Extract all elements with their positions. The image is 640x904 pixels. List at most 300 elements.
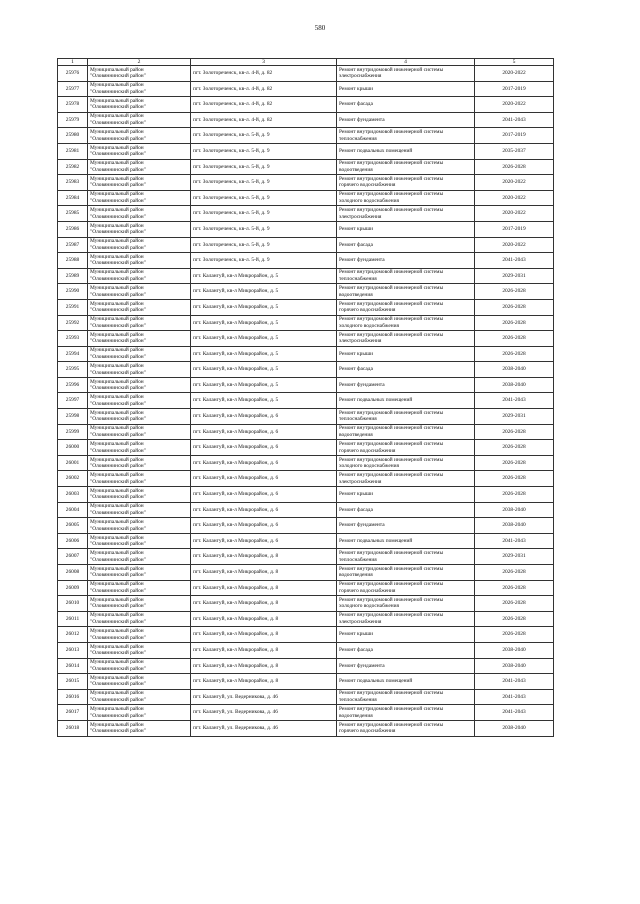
period-cell: 2020-2022: [475, 237, 554, 253]
district-cell: [88, 627, 191, 643]
work-type-line: водоотведения: [339, 712, 373, 719]
address-cell: пгт. Калангуй, кв-л Микрорайон, д. 8: [191, 565, 337, 581]
header-col-1: 1: [58, 59, 88, 66]
work-type-line: Ремонт внутридомовой инженерной системы: [339, 269, 444, 276]
district-cell: [88, 237, 191, 253]
work-type-line: Ремонт крыши: [339, 350, 373, 357]
district-line: Муниципальный район: [90, 612, 144, 619]
work-type-line: Ремонт фундамента: [339, 116, 385, 123]
district-cell: [88, 409, 191, 425]
table-row: [58, 112, 554, 128]
page-number: 580: [314, 24, 326, 32]
period-cell: 2041-2043: [475, 533, 554, 549]
work-type-cell: [337, 284, 475, 300]
district-line: "Оловяннинский район": [90, 587, 146, 594]
address-cell: пгт. Калангуй, кв-л Микрорайон, д. 6: [191, 518, 337, 534]
row-number: 25997: [58, 393, 88, 409]
work-type-line: горячего водоснабжения: [339, 587, 396, 594]
table-row: [58, 658, 554, 674]
address-cell: пгт. Калангуй, кв-л Микрорайон, д. 6: [191, 455, 337, 471]
row-number: 25983: [58, 175, 88, 191]
address-cell: пгт. Калангуй, кв-л Микрорайон, д. 6: [191, 487, 337, 503]
table-row: [58, 720, 554, 736]
work-type-line: горячего водоснабжения: [339, 728, 396, 735]
address-cell: пгт. Калангуй, кв-л Микрорайон, д. 6: [191, 424, 337, 440]
period-cell: 2020-2022: [475, 190, 554, 206]
work-type-cell: [337, 143, 475, 159]
work-type-cell: [337, 565, 475, 581]
row-number: 26011: [58, 611, 88, 627]
row-number: 25995: [58, 362, 88, 378]
work-type-line: электроснабжения: [339, 73, 382, 80]
district-line: Муниципальный район: [90, 300, 144, 307]
district-line: "Оловяннинский район": [90, 556, 146, 563]
row-number: 26013: [58, 642, 88, 658]
row-number: 26014: [58, 658, 88, 674]
work-type-line: Ремонт фасада: [339, 241, 373, 248]
work-type-line: Ремонт внутридомовой инженерной системы: [339, 456, 444, 463]
work-type-cell: [337, 720, 475, 736]
district-line: "Оловяннинский район": [90, 478, 146, 485]
period-cell: 2026-2028: [475, 331, 554, 347]
period-cell: 2017-2019: [475, 81, 554, 97]
work-type-line: горячего водоснабжения: [339, 447, 396, 454]
period-cell: 2029-2031: [475, 268, 554, 284]
period-cell: 2038-2040: [475, 518, 554, 534]
work-type-cell: [337, 97, 475, 113]
table-body: [58, 66, 554, 737]
district-cell: [88, 175, 191, 191]
work-type-cell: [337, 299, 475, 315]
row-number: 26006: [58, 533, 88, 549]
work-type-line: Ремонт фасада: [339, 101, 373, 108]
table-row: [58, 159, 554, 175]
row-number: 26008: [58, 565, 88, 581]
district-cell: [88, 159, 191, 175]
row-number: 26009: [58, 580, 88, 596]
work-type-line: Ремонт фундамента: [339, 381, 385, 388]
work-type-cell: [337, 237, 475, 253]
work-type-line: электроснабжения: [339, 478, 382, 485]
district-line: Муниципальный район: [90, 550, 144, 557]
address-cell: пгт. Калангуй, кв-л Микрорайон, д. 8: [191, 611, 337, 627]
work-type-cell: [337, 377, 475, 393]
work-type-line: Ремонт крыши: [339, 491, 373, 498]
row-number: 25982: [58, 159, 88, 175]
period-cell: 2038-2040: [475, 502, 554, 518]
period-cell: 2041-2043: [475, 253, 554, 269]
work-type-cell: [337, 642, 475, 658]
table-row: [58, 502, 554, 518]
district-line: "Оловяннинский район": [90, 104, 146, 111]
district-line: Муниципальный район: [90, 378, 144, 385]
address-cell: пгт. Калангуй, кв-л Микрорайон, д. 8: [191, 596, 337, 612]
district-line: "Оловяннинский район": [90, 151, 146, 158]
header-col-2: 2: [88, 59, 191, 66]
row-number: 25977: [58, 81, 88, 97]
address-cell: пгт. Золотореченск, кв-л. 5-й, д. 9: [191, 128, 337, 144]
work-type-cell: [337, 253, 475, 269]
work-type-line: Ремонт фасада: [339, 506, 373, 513]
work-type-line: Ремонт внутридомовой инженерной системы: [339, 175, 444, 182]
district-line: Муниципальный район: [90, 440, 144, 447]
district-line: "Оловяннинский район": [90, 619, 146, 626]
district-line: Муниципальный район: [90, 534, 144, 541]
district-line: Муниципальный район: [90, 518, 144, 525]
district-line: "Оловяннинский район": [90, 260, 146, 267]
period-cell: 2020-2022: [475, 175, 554, 191]
work-type-line: Ремонт внутридомовой инженерной системы: [339, 472, 444, 479]
district-line: "Оловяннинский район": [90, 244, 146, 251]
period-cell: 2026-2028: [475, 627, 554, 643]
address-cell: пгт. Золотореченск, кв-л. 5-й, д. 9: [191, 221, 337, 237]
table-row: [58, 299, 554, 315]
period-cell: 2026-2028: [475, 299, 554, 315]
district-line: "Оловяннинский район": [90, 525, 146, 532]
district-line: "Оловяннинский район": [90, 135, 146, 142]
district-cell: [88, 315, 191, 331]
work-type-line: Ремонт внутридомовой инженерной системы: [339, 207, 444, 214]
district-line: Муниципальный район: [90, 503, 144, 510]
row-number: 26007: [58, 549, 88, 565]
work-type-line: Ремонт фасада: [339, 646, 373, 653]
district-cell: [88, 502, 191, 518]
table-row: [58, 689, 554, 705]
work-type-line: Ремонт внутридомовой инженерной системы: [339, 596, 444, 603]
district-cell: [88, 346, 191, 362]
district-line: "Оловяннинский район": [90, 712, 146, 719]
work-type-cell: [337, 518, 475, 534]
period-cell: 2026-2028: [475, 315, 554, 331]
work-type-line: Ремонт фундамента: [339, 662, 385, 669]
district-line: Муниципальный район: [90, 331, 144, 338]
district-line: Муниципальный район: [90, 487, 144, 494]
district-line: "Оловяннинский район": [90, 665, 146, 672]
work-type-cell: [337, 705, 475, 721]
row-number: 25994: [58, 346, 88, 362]
district-cell: [88, 206, 191, 222]
work-type-line: Ремонт внутридомовой инженерной системы: [339, 300, 444, 307]
period-cell: 2020-2022: [475, 97, 554, 113]
address-cell: пгт. Золотореченск, кв-л. 5-й, д. 9: [191, 143, 337, 159]
district-cell: [88, 658, 191, 674]
address-cell: пгт. Калангуй, кв-л Микрорайон, д. 5: [191, 377, 337, 393]
address-cell: пгт. Золотореченск, кв-л. 5-й, д. 9: [191, 190, 337, 206]
work-type-line: водоотведения: [339, 572, 373, 579]
district-cell: [88, 611, 191, 627]
period-cell: 2017-2019: [475, 221, 554, 237]
district-line: "Оловяннинский район": [90, 541, 146, 548]
district-cell: [88, 128, 191, 144]
district-line: Муниципальный район: [90, 425, 144, 432]
district-line: "Оловяннинский район": [90, 322, 146, 329]
row-number: 26018: [58, 720, 88, 736]
table-row: [58, 66, 554, 82]
district-cell: [88, 642, 191, 658]
district-line: Муниципальный район: [90, 628, 144, 635]
district-line: "Оловяннинский район": [90, 400, 146, 407]
repair-schedule-table: [57, 58, 554, 737]
work-type-cell: [337, 440, 475, 456]
address-cell: пгт. Золотореченск, кв-л. 4-й, д. 82: [191, 112, 337, 128]
row-number: 26010: [58, 596, 88, 612]
work-type-line: Ремонт крыши: [339, 85, 373, 92]
district-cell: [88, 533, 191, 549]
district-line: Муниципальный район: [90, 690, 144, 697]
district-line: Муниципальный район: [90, 129, 144, 136]
work-type-cell: [337, 658, 475, 674]
address-cell: пгт. Калангуй, ул. Ведерникова, д. 46: [191, 705, 337, 721]
district-line: "Оловяннинский район": [90, 681, 146, 688]
row-number: 26002: [58, 471, 88, 487]
district-line: "Оловяннинский район": [90, 198, 146, 205]
address-cell: пгт. Калангуй, кв-л Микрорайон, д. 5: [191, 284, 337, 300]
work-type-line: Ремонт внутридомовой инженерной системы: [339, 409, 444, 416]
period-cell: 2020-2022: [475, 66, 554, 82]
district-cell: [88, 221, 191, 237]
work-type-cell: [337, 112, 475, 128]
district-line: "Оловяннинский район": [90, 697, 146, 704]
district-line: "Оловяннинский район": [90, 213, 146, 220]
address-cell: пгт. Калангуй, кв-л Микрорайон, д. 5: [191, 362, 337, 378]
work-type-cell: [337, 611, 475, 627]
district-line: "Оловяннинский район": [90, 650, 146, 657]
district-line: Муниципальный район: [90, 362, 144, 369]
table-row: [58, 455, 554, 471]
period-cell: 2026-2028: [475, 284, 554, 300]
address-cell: пгт. Калангуй, кв-л Микрорайон, д. 5: [191, 393, 337, 409]
work-type-line: холодного водоснабжения: [339, 463, 399, 470]
district-line: Муниципальный район: [90, 643, 144, 650]
district-line: "Оловяннинский район": [90, 494, 146, 501]
district-line: "Оловяннинский район": [90, 572, 146, 579]
work-type-line: электроснабжения: [339, 338, 382, 345]
address-cell: пгт. Калангуй, кв-л Микрорайон, д. 8: [191, 642, 337, 658]
district-line: Муниципальный район: [90, 596, 144, 603]
work-type-line: холодного водоснабжения: [339, 322, 399, 329]
period-cell: 2038-2040: [475, 658, 554, 674]
district-line: "Оловяннинский район": [90, 166, 146, 173]
table-row: [58, 81, 554, 97]
work-type-cell: [337, 596, 475, 612]
table-row: [58, 596, 554, 612]
table-row: [58, 377, 554, 393]
work-type-line: теплоснабжения: [339, 276, 377, 283]
district-line: Муниципальный район: [90, 97, 144, 104]
work-type-cell: [337, 190, 475, 206]
period-cell: 2026-2028: [475, 424, 554, 440]
work-type-line: водоотведения: [339, 166, 373, 173]
work-type-line: Ремонт внутридомовой инженерной системы: [339, 316, 444, 323]
district-line: "Оловяннинский район": [90, 291, 146, 298]
district-line: Муниципальный район: [90, 316, 144, 323]
district-cell: [88, 549, 191, 565]
work-type-line: холодного водоснабжения: [339, 603, 399, 610]
district-line: Муниципальный район: [90, 706, 144, 713]
row-number: 26015: [58, 674, 88, 690]
table-row: [58, 471, 554, 487]
header-col-3: 3: [191, 59, 337, 66]
district-cell: [88, 518, 191, 534]
row-number: 25988: [58, 253, 88, 269]
period-cell: 2026-2028: [475, 596, 554, 612]
table-row: [58, 611, 554, 627]
address-cell: пгт. Золотореченск, кв-л. 4-й, д. 82: [191, 66, 337, 82]
period-cell: 2026-2028: [475, 346, 554, 362]
work-type-line: Ремонт внутридомовой инженерной системы: [339, 690, 444, 697]
district-cell: [88, 720, 191, 736]
row-number: 25986: [58, 221, 88, 237]
table-row: [58, 237, 554, 253]
work-type-line: водоотведения: [339, 431, 373, 438]
district-line: "Оловяннинский район": [90, 369, 146, 376]
district-line: Муниципальный район: [90, 207, 144, 214]
district-line: Муниципальный район: [90, 347, 144, 354]
table-row: [58, 627, 554, 643]
work-type-cell: [337, 268, 475, 284]
district-line: Муниципальный район: [90, 82, 144, 89]
work-type-cell: [337, 487, 475, 503]
work-type-cell: [337, 674, 475, 690]
row-number: 25978: [58, 97, 88, 113]
district-cell: [88, 471, 191, 487]
work-type-line: Ремонт внутридомовой инженерной системы: [339, 160, 444, 167]
table-row: [58, 97, 554, 113]
work-type-line: Ремонт внутридомовой инженерной системы: [339, 285, 444, 292]
district-line: "Оловяннинский район": [90, 385, 146, 392]
period-cell: 2041-2043: [475, 112, 554, 128]
row-number: 25993: [58, 331, 88, 347]
work-type-cell: [337, 502, 475, 518]
district-cell: [88, 487, 191, 503]
address-cell: пгт. Золотореченск, кв-л. 5-й, д. 9: [191, 206, 337, 222]
district-line: "Оловяннинский район": [90, 120, 146, 127]
district-line: Муниципальный район: [90, 238, 144, 245]
district-cell: [88, 377, 191, 393]
district-line: "Оловяннинский район": [90, 728, 146, 735]
work-type-cell: [337, 689, 475, 705]
table-row: [58, 518, 554, 534]
work-type-line: теплоснабжения: [339, 556, 377, 563]
period-cell: 2026-2028: [475, 471, 554, 487]
row-number: 25998: [58, 409, 88, 425]
district-cell: [88, 97, 191, 113]
district-cell: [88, 689, 191, 705]
work-type-cell: [337, 159, 475, 175]
address-cell: пгт. Золотореченск, кв-л. 5-й, д. 9: [191, 253, 337, 269]
work-type-line: Ремонт внутридомовой инженерной системы: [339, 550, 444, 557]
row-number: 25979: [58, 112, 88, 128]
district-line: Муниципальный район: [90, 581, 144, 588]
district-line: "Оловяннинский район": [90, 307, 146, 314]
header-row: [58, 59, 554, 66]
period-cell: 2041-2043: [475, 705, 554, 721]
table-row: [58, 674, 554, 690]
work-type-line: Ремонт внутридомовой инженерной системы: [339, 565, 444, 572]
address-cell: пгт. Калангуй, кв-л Микрорайон, д. 8: [191, 674, 337, 690]
district-cell: [88, 143, 191, 159]
district-cell: [88, 705, 191, 721]
district-line: Муниципальный район: [90, 175, 144, 182]
table-row: [58, 362, 554, 378]
period-cell: 2041-2043: [475, 393, 554, 409]
row-number: 25996: [58, 377, 88, 393]
address-cell: пгт. Золотореченск, кв-л. 5-й, д. 9: [191, 237, 337, 253]
work-type-line: Ремонт подвальных помещений: [339, 537, 413, 544]
work-type-line: Ремонт внутридомовой инженерной системы: [339, 721, 444, 728]
work-type-cell: [337, 471, 475, 487]
work-type-cell: [337, 362, 475, 378]
period-cell: 2026-2028: [475, 565, 554, 581]
row-number: 25999: [58, 424, 88, 440]
district-line: Муниципальный район: [90, 222, 144, 229]
work-type-cell: [337, 175, 475, 191]
period-cell: 2038-2040: [475, 377, 554, 393]
table-row: [58, 346, 554, 362]
district-cell: [88, 253, 191, 269]
district-cell: [88, 455, 191, 471]
table-row: [58, 284, 554, 300]
row-number: 25991: [58, 299, 88, 315]
district-line: "Оловяннинский район": [90, 353, 146, 360]
work-type-line: Ремонт внутридомовой инженерной системы: [339, 191, 444, 198]
district-cell: [88, 580, 191, 596]
work-type-line: Ремонт фундамента: [339, 522, 385, 529]
address-cell: пгт. Золотореченск, кв-л. 4-й, д. 82: [191, 97, 337, 113]
work-type-line: горячего водоснабжения: [339, 182, 396, 189]
work-type-line: Ремонт внутридомовой инженерной системы: [339, 581, 444, 588]
district-line: "Оловяннинский район": [90, 634, 146, 641]
address-cell: пгт. Калангуй, кв-л Микрорайон, д. 5: [191, 315, 337, 331]
table-row: [58, 393, 554, 409]
district-line: Муниципальный район: [90, 674, 144, 681]
row-number: 26017: [58, 705, 88, 721]
address-cell: пгт. Золотореченск, кв-л. 4-й, д. 82: [191, 81, 337, 97]
work-type-line: Ремонт внутридомовой инженерной системы: [339, 706, 444, 713]
table-row: [58, 221, 554, 237]
table-row: [58, 409, 554, 425]
table-row: [58, 424, 554, 440]
work-type-cell: [337, 346, 475, 362]
period-cell: 2029-2031: [475, 549, 554, 565]
row-number: 26000: [58, 440, 88, 456]
work-type-cell: [337, 331, 475, 347]
table-row: [58, 175, 554, 191]
work-type-line: электроснабжения: [339, 619, 382, 626]
period-cell: 2041-2043: [475, 674, 554, 690]
district-line: Муниципальный район: [90, 409, 144, 416]
address-cell: пгт. Калангуй, кв-л Микрорайон, д. 5: [191, 346, 337, 362]
work-type-cell: [337, 206, 475, 222]
table-row: [58, 533, 554, 549]
period-cell: 2026-2028: [475, 159, 554, 175]
table-row: [58, 128, 554, 144]
work-type-line: Ремонт внутридомовой инженерной системы: [339, 331, 444, 338]
row-number: 25976: [58, 66, 88, 82]
address-cell: пгт. Калангуй, кв-л Микрорайон, д. 6: [191, 409, 337, 425]
district-cell: [88, 424, 191, 440]
district-line: "Оловяннинский район": [90, 229, 146, 236]
row-number: 25984: [58, 190, 88, 206]
period-cell: 2026-2028: [475, 440, 554, 456]
district-cell: [88, 565, 191, 581]
table-row: [58, 331, 554, 347]
work-type-line: холодного водоснабжения: [339, 198, 399, 205]
work-type-line: Ремонт подвальных помещений: [339, 397, 413, 404]
district-line: Муниципальный район: [90, 253, 144, 260]
header-col-5: 5: [475, 59, 554, 66]
district-line: Муниципальный район: [90, 113, 144, 120]
